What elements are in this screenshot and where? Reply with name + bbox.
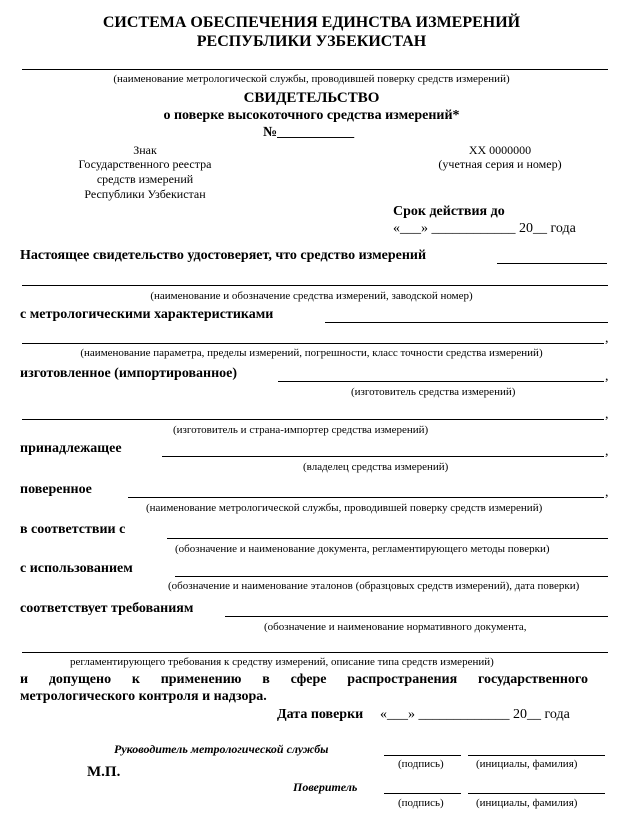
- serial-number: XX 0000000: [468, 143, 532, 157]
- head-name-line: [468, 755, 605, 756]
- verification-date-label: Дата поверки: [277, 707, 364, 722]
- certificate-number: №___________: [263, 125, 355, 140]
- using-line: [175, 576, 608, 577]
- verifier-label: Поверитель: [293, 780, 358, 794]
- importer-caption: (изготовитель и страна-импортер средства измерений): [173, 424, 429, 436]
- verifier-name-line: [468, 793, 605, 794]
- head-label: Руководитель метрологической службы: [114, 742, 329, 756]
- verifier-caption: (наименование метрологической службы, проводившей поверку средств измерений): [146, 502, 543, 514]
- standards-caption: (обозначение и наименование эталонов (образцовых средств измерений), дата поверки): [168, 580, 580, 592]
- method-caption: (обозначение и наименование документа, регламентирующего методы поверки): [175, 543, 550, 555]
- importer-line: [22, 419, 604, 420]
- characteristics-label: с метрологическими характеристиками: [20, 307, 274, 322]
- manufactured-label: изготовленное (импортированное): [20, 366, 238, 381]
- verifier-sign-line: [384, 793, 461, 794]
- head-sign-line: [384, 755, 461, 756]
- validity-label: Срок действия до: [393, 204, 505, 219]
- head-sign-caption: (подпись): [398, 758, 444, 770]
- according-label: в соответствии с: [20, 522, 126, 537]
- normative-caption: (обозначение и наименование нормативного документа,: [264, 621, 527, 633]
- validity-date: «___» ____________ 20__ года: [393, 221, 576, 236]
- serial-caption: (учетная серия и номер): [438, 157, 562, 171]
- verifier-sign-caption: (подпись): [398, 797, 444, 809]
- parameter-caption: (наименование параметра, пределы измерений, погрешности, класс точности средства измерений): [80, 347, 543, 359]
- using-label: с использованием: [20, 561, 133, 576]
- according-line: [167, 538, 608, 539]
- certificate-title: СВИДЕТЕЛЬСТВО: [243, 90, 380, 106]
- stamp-label: М.П.: [87, 764, 121, 780]
- service-line: [22, 69, 608, 70]
- complies-label: соответствует требованиям: [20, 601, 194, 616]
- head-name-caption: (инициалы, фамилия): [476, 758, 578, 770]
- sign-line2: Государственного реестра: [78, 157, 212, 171]
- manufactured-line: [278, 381, 604, 382]
- instrument-caption: (наименование и обозначение средства измерений, заводской номер): [150, 290, 473, 302]
- verifier-name-caption: (инициалы, фамилия): [476, 797, 578, 809]
- characteristics-line: [325, 322, 608, 323]
- sign-line1: Знак: [133, 143, 157, 157]
- complies-line: [225, 616, 608, 617]
- header-title-line1: СИСТЕМА ОБЕСПЕЧЕНИЯ ЕДИНСТВА ИЗМЕРЕНИЙ: [102, 14, 521, 31]
- regulating-caption: регламентирующего требования к средству измерений, описание типа средств измерений): [70, 656, 494, 668]
- certificate-subtitle: о поверке высокоточного средства измерений*: [163, 108, 460, 123]
- admitted-line1: и допущено к применению в сфере распространения государственного: [20, 672, 588, 687]
- verification-date: «___» _____________ 20__ года: [380, 707, 570, 722]
- certifies-text: Настоящее свидетельство удостоверяет, что средство измерений: [20, 248, 427, 263]
- manufacturer-caption: (изготовитель средства измерений): [351, 386, 516, 398]
- belongs-line: [162, 456, 604, 457]
- regulating-line: [22, 652, 608, 653]
- sign-line4: Республики Узбекистан: [84, 187, 206, 201]
- verified-label: поверенное: [20, 482, 92, 497]
- belongs-label: принадлежащее: [20, 441, 122, 456]
- sign-line3: средств измерений: [96, 172, 194, 186]
- admitted-line2: метрологического контроля и надзора.: [20, 689, 267, 704]
- verified-line: [128, 497, 604, 498]
- certifies-line: [497, 263, 607, 264]
- instrument-line: [22, 285, 608, 286]
- owner-caption: (владелец средства измерений): [303, 461, 449, 473]
- service-caption: (наименование метрологической службы, проводившей поверку средств измерений): [113, 73, 510, 85]
- header-title-line2: РЕСПУБЛИКИ УЗБЕКИСТАН: [196, 33, 427, 50]
- parameter-line: [22, 343, 604, 344]
